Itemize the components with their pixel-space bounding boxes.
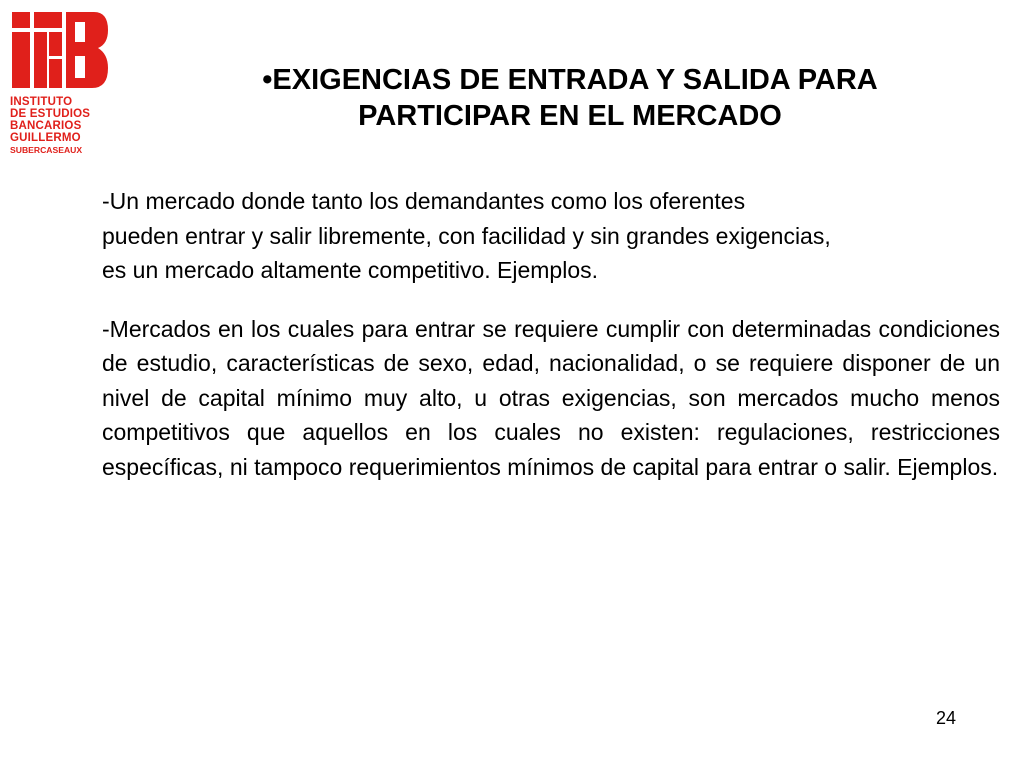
logo-wordmark bbox=[10, 96, 110, 156]
paragraph-open-market bbox=[102, 184, 1000, 288]
paragraph-1-line-2: pueden entrar y salir libremente, con facilidad y sin grandes exigencias, bbox=[102, 222, 831, 249]
paragraph-restricted-market: -Mercados en los cuales para entrar se requiere cumplir con determinadas condiciones de estudio, características de sexo, edad, nacionalidad, o se requiere disponer de un nivel de capital mínimo muy alto, u otras exigencias, son mercados mucho menos competitivos que aquellos en los cuales no existen: regulaciones, restricciones específicas, ni tampoco requerimientos mínimos de capital para entrar o salir. Ejemplos. bbox=[102, 315, 1000, 480]
paragraph-1-line-3: es un mercado altamente competitivo. Ejemplos. bbox=[102, 257, 599, 283]
slide-body bbox=[102, 184, 1000, 484]
slide-title-line-1: •EXIGENCIAS DE ENTRADA Y SALIDA PARA bbox=[262, 64, 878, 96]
page-number: 24 bbox=[936, 708, 957, 728]
paragraph-1-line-1: -Un mercado donde tanto los demandantes como los oferentes bbox=[102, 188, 746, 214]
ieb-logo-mark-icon bbox=[10, 12, 110, 92]
slide-title bbox=[180, 62, 960, 134]
institute-logo bbox=[10, 12, 110, 162]
logo-line-subercaseaux: SUBERCASEAUX bbox=[10, 145, 83, 155]
logo-line-instituto: INSTITUTO bbox=[10, 96, 73, 108]
slide-title-line-2: PARTICIPAR EN EL MERCADO bbox=[358, 100, 782, 132]
logo-line-de-estudios: DE ESTUDIOS bbox=[10, 108, 91, 120]
logo-line-bancarios: BANCARIOS bbox=[10, 120, 82, 132]
logo-line-guillermo: GUILLERMO bbox=[10, 132, 81, 144]
